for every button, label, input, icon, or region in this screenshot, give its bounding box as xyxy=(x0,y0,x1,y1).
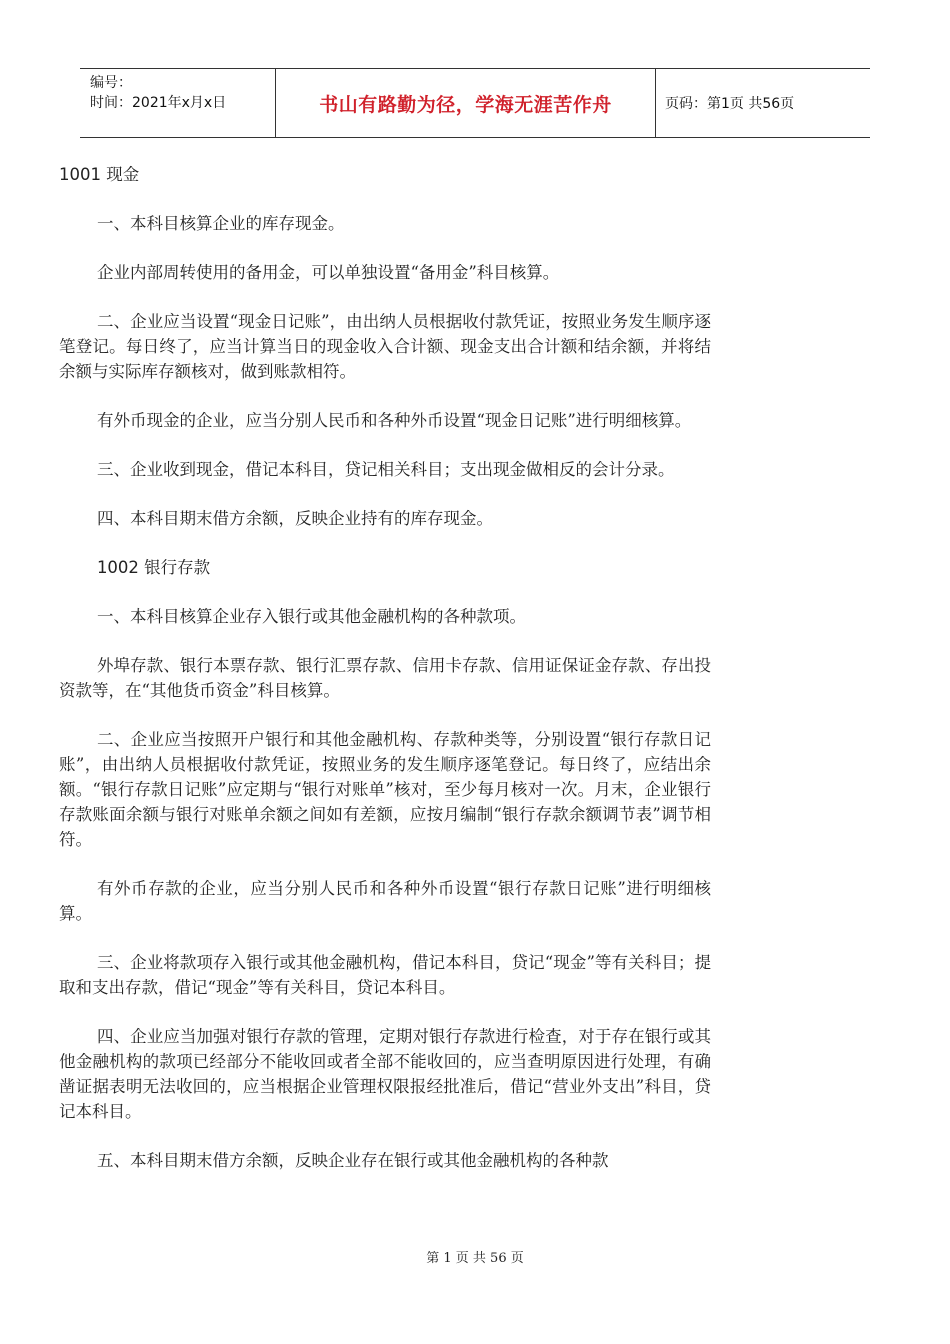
paragraph: 外埠存款、银行本票存款、银行汇票存款、信用卡存款、信用证保证金存款、存出投资款等，在“其他货币资金”科目核算。 xyxy=(59,656,711,700)
header-meta xyxy=(90,73,275,113)
paragraph: 企业内部周转使用的备用金，可以单独设置“备用金”科目核算。 xyxy=(96,263,560,282)
document-body xyxy=(59,162,711,1197)
paragraph: 五、本科目期末借方余额，反映企业存在银行或其他金融机构的各种款 xyxy=(96,1151,609,1170)
document-date: 时间：2021年x月x日 xyxy=(90,95,227,111)
paragraph: 四、企业应当加强对银行存款的管理，定期对银行存款进行检查，对于存在银行或其他金融机构的款项已经部分不能收回或者全部不能收回的，应当查明原因进行处理，有确凿证据表明无法收回的，应当根据企业管理权限报经批准后，借记“营业外支出”科目，贷记本科目。 xyxy=(59,1027,711,1121)
paragraph: 一、本科目核算企业的库存现金。 xyxy=(96,214,345,233)
paragraph: 二、企业应当设置“现金日记账”，由出纳人员根据收付款凭证，按照业务发生顺序逐笔登记。每日终了，应当计算当日的现金收入合计额、现金支出合计额和结余额，并将结余额与实际库存额核对，做到账款相符。 xyxy=(59,312,711,381)
page-header xyxy=(80,68,870,138)
section-title-bank-deposit: 1002 银行存款 xyxy=(96,558,211,577)
header-motto: 书山有路勤为径，学海无涯苦作舟 xyxy=(319,93,612,116)
paragraph: 有外币现金的企业，应当分别人民币和各种外币设置“现金日记账”进行明细核算。 xyxy=(96,411,692,430)
paragraph: 二、企业应当按照开户银行和其他金融机构、存款种类等，分别设置“银行存款日记账”，由出纳人员根据收付款凭证，按照业务的发生顺序逐笔登记。每日终了，应结出余额。“银行存款日记账”应定期与“银行对账单”核对，至少每月核对一次。月末，企业银行存款账面余额与银行对账单余额之间如有差额，应按月编制“银行存款余额调节表”调节相符。 xyxy=(59,730,711,849)
header-divider xyxy=(655,69,656,137)
paragraph: 一、本科目核算企业存入银行或其他金融机构的各种款项。 xyxy=(96,607,526,626)
section-title-cash: 1001 现金 xyxy=(59,165,140,184)
page-footer xyxy=(0,1247,950,1266)
paragraph: 三、企业收到现金，借记本科目，贷记相关科目；支出现金做相反的会计分录。 xyxy=(96,460,675,479)
header-page-info: 页码：第1页 共56页 xyxy=(665,96,795,112)
paragraph: 有外币存款的企业，应当分别人民币和各种外币设置“银行存款日记账”进行明细核算。 xyxy=(59,879,711,923)
paragraph: 四、本科目期末借方余额，反映企业持有的库存现金。 xyxy=(96,509,493,528)
document-number-label: 编号： xyxy=(90,75,132,91)
paragraph: 三、企业将款项存入银行或其他金融机构，借记本科目，贷记“现金”等有关科目；提取和支出存款，借记“现金”等有关科目，贷记本科目。 xyxy=(59,953,711,997)
footer-page-number: 第 1 页 共 56 页 xyxy=(426,1251,524,1266)
